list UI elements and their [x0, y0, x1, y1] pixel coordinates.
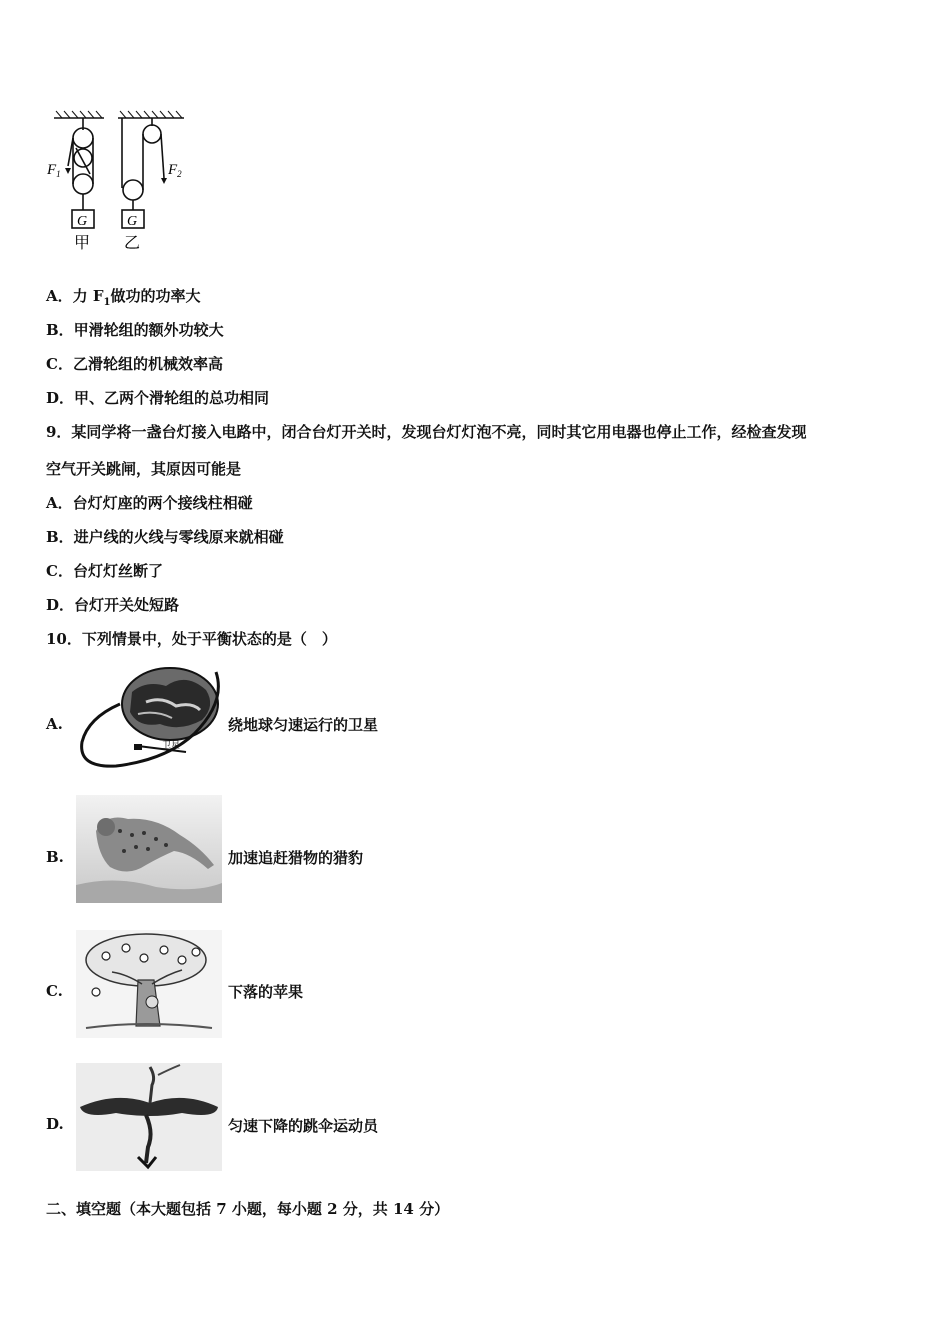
- q10-option-a-text: 绕地球匀速运行的卫星: [228, 716, 379, 734]
- q9-option-b: B．进户线的火线与零线原来就相碰: [46, 528, 284, 546]
- parachutist-image: [76, 1063, 222, 1171]
- block-label-jia: G: [77, 214, 88, 229]
- q9-option-c: C．台灯灯丝断了: [46, 562, 163, 580]
- block-label-yi: G: [127, 214, 138, 229]
- q9-stem-line1: 9．某同学将一盏台灯接入电路中，闭合台灯开关时，发现台灯灯泡不亮，同时其它用电器也停止工作，经检查发现: [46, 423, 807, 441]
- satellite-image: [76, 662, 222, 774]
- q10-option-c-letter: C.: [46, 982, 63, 1000]
- q10-stem: 10．下列情景中，处于平衡状态的是（ ）: [46, 630, 337, 648]
- f2-label: $F_2$: [168, 162, 182, 179]
- q10-option-b-text: 加速追赶猎物的猎豹: [228, 849, 364, 867]
- q8-option-a: A．力 $F_1$做功的功率大: [46, 287, 201, 308]
- label-jia: 甲: [74, 233, 91, 252]
- q10-option-a-letter: A.: [46, 715, 63, 733]
- q10-option-d-letter: D.: [46, 1115, 64, 1133]
- q9-option-a: A．台灯灯座的两个接线柱相碰: [46, 494, 253, 512]
- q8-option-b: B．甲滑轮组的额外功较大: [46, 321, 224, 339]
- q10-option-b-letter: B.: [46, 848, 64, 866]
- label-yi: 乙: [124, 233, 141, 252]
- q10-option-c-text: 下落的苹果: [228, 983, 304, 1001]
- cheetah-image: [76, 795, 222, 903]
- pulley-diagram: [44, 108, 194, 258]
- q9-option-d: D．台灯开关处短路: [46, 596, 180, 614]
- apple-tree-image: [76, 930, 222, 1038]
- satellite-caption: 卫星: [162, 741, 181, 751]
- q8-option-c: C．乙滑轮组的机械效率高: [46, 355, 223, 373]
- f1-label: $F_1$: [47, 162, 61, 179]
- q9-stem-line2: 空气开关跳闸，其原因可能是: [46, 460, 242, 478]
- q8-option-d: D．甲、乙两个滑轮组的总功相同: [46, 389, 270, 407]
- section2-heading: 二、填空题（本大题包括 7 小题，每小题 2 分，共 14 分）: [46, 1200, 450, 1218]
- q10-option-d-text: 匀速下降的跳伞运动员: [228, 1117, 379, 1135]
